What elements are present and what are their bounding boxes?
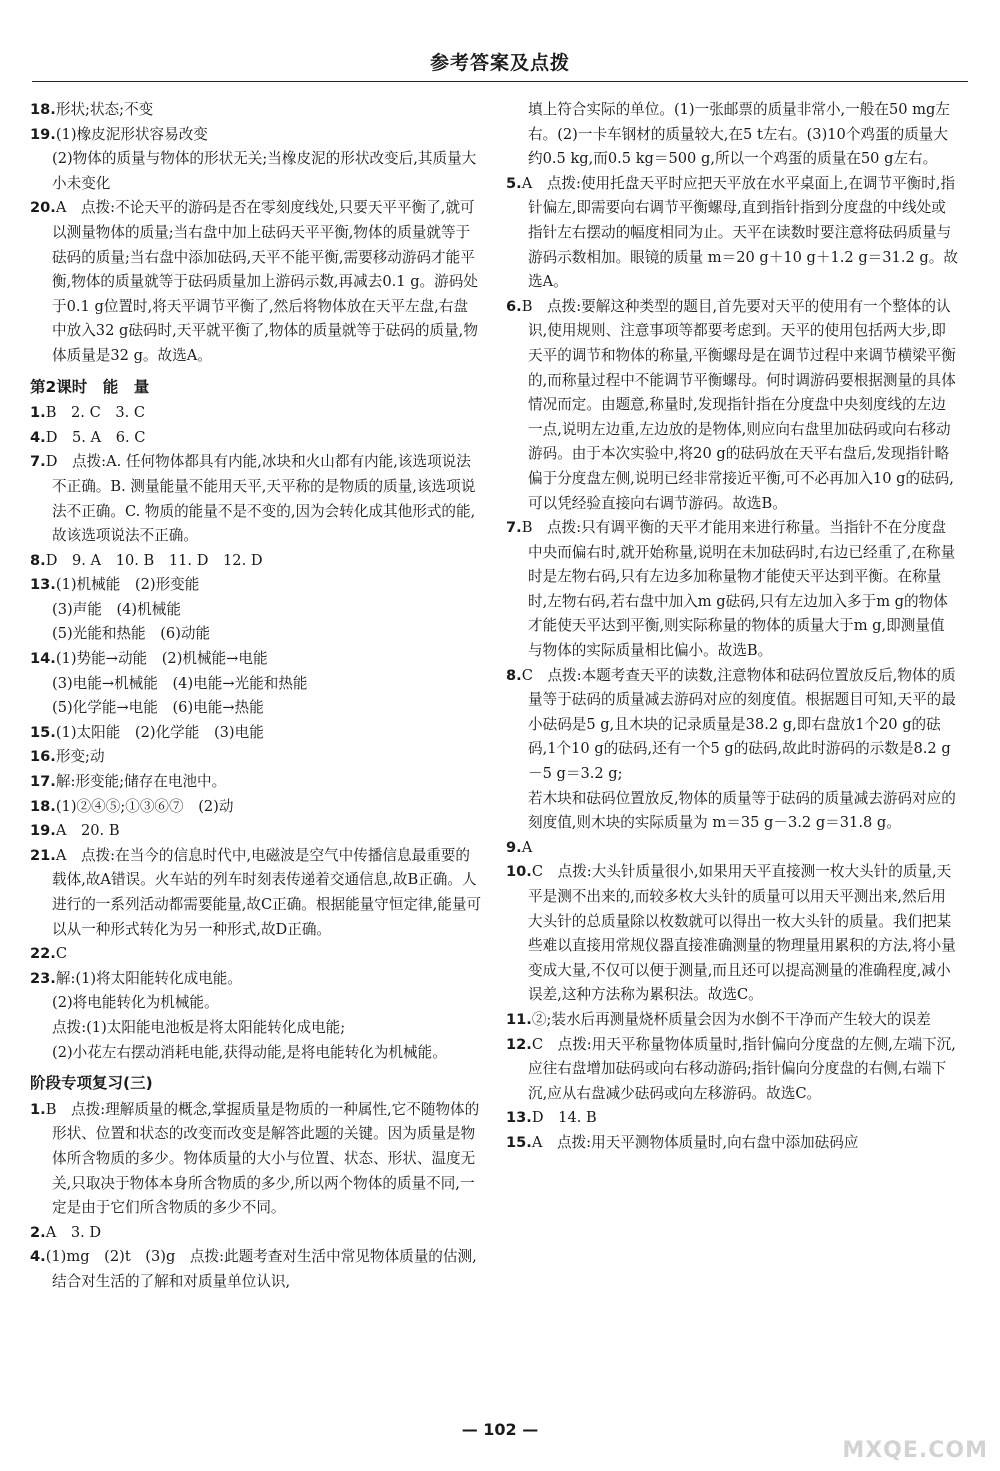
right-column — [506, 98, 958, 1156]
question-number: 7. — [506, 519, 522, 537]
question-number: 8. — [506, 666, 522, 684]
answer-continuation — [30, 147, 482, 196]
answer-text: C 点拨:用天平称量物体质量时,指针偏向分度盘的左侧,左端下沉,应往右盘增加砝码或向右移动游码;指针偏向分度盘的右侧,右端下沉,应从右盘减少砝码或向左移游码。故选C。 — [528, 1035, 956, 1102]
answer-text: (1)mg (2)t (3)g 点拨:此题考查对生活中常见物体质量的估测,结合对生活的了解和对质量单位认识, — [45, 1248, 477, 1290]
answer-text: (5)化学能→电能 (6)电能→热能 — [52, 699, 264, 717]
question-number: 20. — [30, 199, 56, 217]
answer-text: D 5. A 6. C — [45, 428, 146, 446]
answer-text: (1)势能→动能 (2)机械能→电能 — [55, 650, 268, 668]
answer-item — [30, 967, 482, 992]
answer-text: (3)电能→机械能 (4)电能→光能和热能 — [52, 674, 308, 692]
watermark-logo: MXQE.COM — [842, 1438, 988, 1463]
answer-continuation — [30, 991, 482, 1016]
answer-item — [506, 172, 958, 295]
answer-item — [506, 860, 958, 1008]
answer-continuation — [30, 622, 482, 647]
section-heading: 阶段专项复习(三) — [30, 1074, 153, 1093]
question-number: 12. — [506, 1035, 532, 1053]
answer-text: B 点拨:要解这种类型的题目,首先要对天平的使用有一个整体的认识,使用规则、注意事项等都要考虑到。天平的使用包括两大步,即天平的调节和物体的称量,平衡螺母是在调节过程中来调节横梁平衡的,而称量过程中不能调节平衡螺母。何时调游码要根据测量的具体情况而定。由题意,称量时,发现指针指在分度盘中央刻度线的左边一点,说明左边重,左边放的是物体,则应向右盘里加砝码或向右移动游码。由于本次实验中,将20 g的砝码放在天平右盘后,发现指针略偏于分度盘左侧,说明已经非常接近平衡,可不必再加入10 g的砝码,可以凭经验直接向右调节游码。故选B。 — [521, 297, 956, 512]
answer-text: (1)橡皮泥形状容易改变 — [55, 125, 208, 143]
question-number: 13. — [30, 576, 56, 594]
question-number: 17. — [30, 773, 56, 791]
answer-text: (5)光能和热能 (6)动能 — [52, 625, 211, 643]
answer-text: B 2. C 3. C — [45, 404, 146, 422]
answer-text: A 点拨:不论天平的游码是否在零刻度线处,只要天平平衡了,就可以测量物体的质量;当右盘中加上砝码天平平衡,物体的质量就等于砝码的质量;当右盘中添加砝码,天平不能平衡,需要移动游码才能平衡,物体的质量就等于砝码质量加上游码示数,再减去0.1 g。游码处于0.1 g位置时,将天平调节平衡了,然后将物体放在天平左盘,右盘中放入32 g砝码时,天平就平衡了,物体的质量就等于砝码的质量,物体质量是32 g。故选A。 — [52, 199, 478, 364]
question-number: 8. — [30, 551, 46, 569]
answer-text: A 20. B — [55, 822, 120, 840]
answer-text: 形变;动 — [55, 748, 105, 766]
question-number: 16. — [30, 748, 56, 766]
answer-item — [30, 745, 482, 770]
answer-item — [506, 1131, 958, 1156]
question-number: 18. — [30, 101, 56, 118]
answer-item — [30, 647, 482, 672]
answer-continuation — [506, 787, 958, 836]
answer-continuation — [30, 1016, 482, 1041]
answer-text: (2)小花左右摆动消耗电能,获得动能,是将电能转化为机械能。 — [52, 1043, 447, 1061]
answer-item — [30, 196, 482, 368]
answer-text: ②;装水后再测量烧杯质量会因为水倒不干净而产生较大的误差 — [531, 1010, 931, 1028]
answer-text: D 9. A 10. B 11. D 12. D — [45, 551, 263, 569]
answer-item — [506, 836, 958, 861]
answer-item — [30, 844, 482, 942]
answer-item — [30, 1221, 482, 1246]
question-number: 1. — [30, 1100, 46, 1118]
answer-item — [30, 98, 482, 123]
answer-text: A 点拨:使用托盘天平时应把天平放在水平桌面上,在调节平衡时,指针偏左,即需要向右调节平衡螺母,直到指针指到分度盘的中线处或指针左右摆动的幅度相同为止。天平在读数时要注意将砝码质量与游码示数相加。眼镜的质量 m＝20 g＋10 g＋1.2 g＝31.2 g。故选A。 — [521, 174, 958, 291]
page-header: 参考答案及点拨 — [32, 48, 968, 82]
question-number: 11. — [506, 1010, 532, 1028]
answer-text: (1)机械能 (2)形变能 — [55, 576, 200, 594]
answer-text: (2)将电能转化为机械能。 — [52, 994, 219, 1012]
question-number: 15. — [30, 723, 56, 741]
answer-text: (1)太阳能 (2)化学能 (3)电能 — [55, 723, 264, 741]
answer-item — [506, 1106, 958, 1131]
question-number: 18. — [30, 797, 56, 815]
answer-text: A 3. D — [45, 1223, 102, 1241]
answer-item — [30, 1245, 482, 1294]
question-number: 22. — [30, 945, 56, 963]
question-number: 15. — [506, 1133, 532, 1151]
answer-text: 形状;状态;不变 — [55, 101, 154, 118]
question-number: 10. — [506, 863, 532, 881]
question-number: 9. — [506, 838, 522, 856]
question-number: 19. — [30, 822, 56, 840]
answer-item — [506, 516, 958, 664]
answer-item — [30, 721, 482, 746]
answer-text: C 点拨:大头针质量很小,如果用天平直接测一枚大头针的质量,天平是测不出来的,而较多枚大头针的质量可以用天平测出来,然后用大头针的总质量除以枚数就可以得出一枚大头针的质量。我们把某些难以直接用常规仪器直接准确测量的物理量用累积的方法,将小量变成大量,不仅可以便于测量,而且还可以提高测量的准确程度,减小误差,这种方法称为累积法。故选C。 — [528, 863, 956, 1004]
answer-text: (2)物体的质量与物体的形状无关;当橡皮泥的形状改变后,其质量大小未变化 — [52, 150, 477, 192]
answer-text: A 点拨:在当今的信息时代中,电磁波是空气中传播信息最重要的载体,故A错误。火车站的列车时刻表传递着交通信息,故B正确。人进行的一系列活动都需要能量,故C正确。根据能量守恒定律,能量可以从一种形式转化为另一种形式,故D正确。 — [52, 846, 482, 938]
question-number: 14. — [30, 650, 56, 668]
answer-text: 解:(1)将太阳能转化成电能。 — [55, 969, 242, 987]
answer-continuation — [30, 598, 482, 623]
answer-text: D 14. B — [531, 1109, 597, 1127]
answer-item — [30, 1098, 482, 1221]
answer-text: 点拨:(1)太阳能电池板是将太阳能转化成电能; — [52, 1018, 346, 1036]
answer-continuation — [30, 696, 482, 721]
question-number: 1. — [30, 404, 46, 422]
question-number: 13. — [506, 1109, 532, 1127]
answer-continuation — [30, 672, 482, 697]
question-number: 23. — [30, 969, 56, 987]
question-number: 2. — [30, 1223, 46, 1241]
answer-item — [30, 819, 482, 844]
answer-item — [506, 664, 958, 787]
answer-item — [506, 295, 958, 516]
answer-item — [30, 426, 482, 451]
answer-item — [506, 1008, 958, 1033]
answer-text: A 点拨:用天平测物体质量时,向右盘中添加砝码应 — [531, 1133, 859, 1151]
section-heading: 第2课时 能 量 — [30, 377, 150, 396]
answer-text: (1)②④⑤;①③⑥⑦ (2)动 — [55, 797, 234, 815]
answer-text: 解:形变能;储存在电池中。 — [55, 773, 227, 791]
question-number: 6. — [506, 297, 522, 315]
answer-text: C 点拨:本题考查天平的读数,注意物体和砝码位置放反后,物体的质量等于砝码的质量减去游码对应的刻度值。根据题目可知,天平的最小砝码是5 g,且木块的记录质量是38.2 g,即右盘放1个20 g的砝码,1个10 g的砝码,还有一个5 g的砝码,故此时游码的示数是8.2 g－5 g＝3.2 g; — [521, 666, 956, 783]
answer-text: B 点拨:只有调平衡的天平才能用来进行称量。当指针不在分度盘中央而偏右时,就开始称量,说明在未加砝码时,右边已经重了,在称量时是左物右码,只有左边多加称量物才能使天平达到平衡。在称量时,左物右码,若右盘中加入m g砝码,只有左边加入多于m g的物体才能使天平达到平衡,则实际称量的物体的质量大于m g,即测量值与物体的实际质量相比偏小。故选B。 — [521, 519, 956, 660]
answer-text: 若木块和砝码位置放反,物体的质量等于砝码的质量减去游码对应的刻度值,则木块的实际质量为 m＝35 g－3.2 g＝31.8 g。 — [528, 789, 956, 832]
question-number: 5. — [506, 174, 522, 192]
answer-item — [30, 573, 482, 598]
answer-item — [506, 1033, 958, 1107]
question-number: 19. — [30, 125, 56, 143]
answer-text: D 点拨:A. 任何物体都具有内能,冰块和火山都有内能,该选项说法不正确。B. 测量能量不能用天平,天平称的是物质的质量,该选项说法不正确。C. 物质的能量不是不变的,因为会转化成其他形式的能,故该选项说法不正确。 — [45, 453, 476, 545]
answer-item — [30, 123, 482, 148]
answer-item — [30, 450, 482, 548]
answer-text: 填上符合实际的单位。(1)一张邮票的质量非常小,一般在50 mg左右。(2)一卡车钢材的质量较大,在5 t左右。(3)10个鸡蛋的质量大约0.5 kg,而0.5 kg＝500 g,所以一个鸡蛋的质量在50 g左右。 — [528, 101, 950, 168]
page-number: — 102 — — [461, 1420, 539, 1439]
answer-text: C — [55, 945, 68, 963]
answer-continuation — [30, 1041, 482, 1066]
answer-text: B 点拨:理解质量的概念,掌握质量是物质的一种属性,它不随物体的形状、位置和状态的改变而改变是解答此题的关键。因为质量是物体所含物质的多少。物体质量的大小与位置、状态、形状、温度无关,只取决于物体本身所含物质的多少,所以两个物体的质量不同,一定是由于它们所含物质的多少不同。 — [45, 1100, 480, 1217]
answer-item — [30, 770, 482, 795]
left-column — [30, 98, 482, 1295]
answer-item — [30, 795, 482, 820]
answer-text: A — [521, 838, 533, 856]
answer-continuation — [506, 98, 958, 172]
answer-item — [30, 942, 482, 967]
answer-text: (3)声能 (4)机械能 — [52, 600, 181, 618]
question-number: 7. — [30, 453, 46, 471]
answer-item — [30, 401, 482, 426]
question-number: 4. — [30, 1248, 46, 1266]
question-number: 4. — [30, 428, 46, 446]
question-number: 21. — [30, 846, 56, 864]
answer-item — [30, 549, 482, 574]
